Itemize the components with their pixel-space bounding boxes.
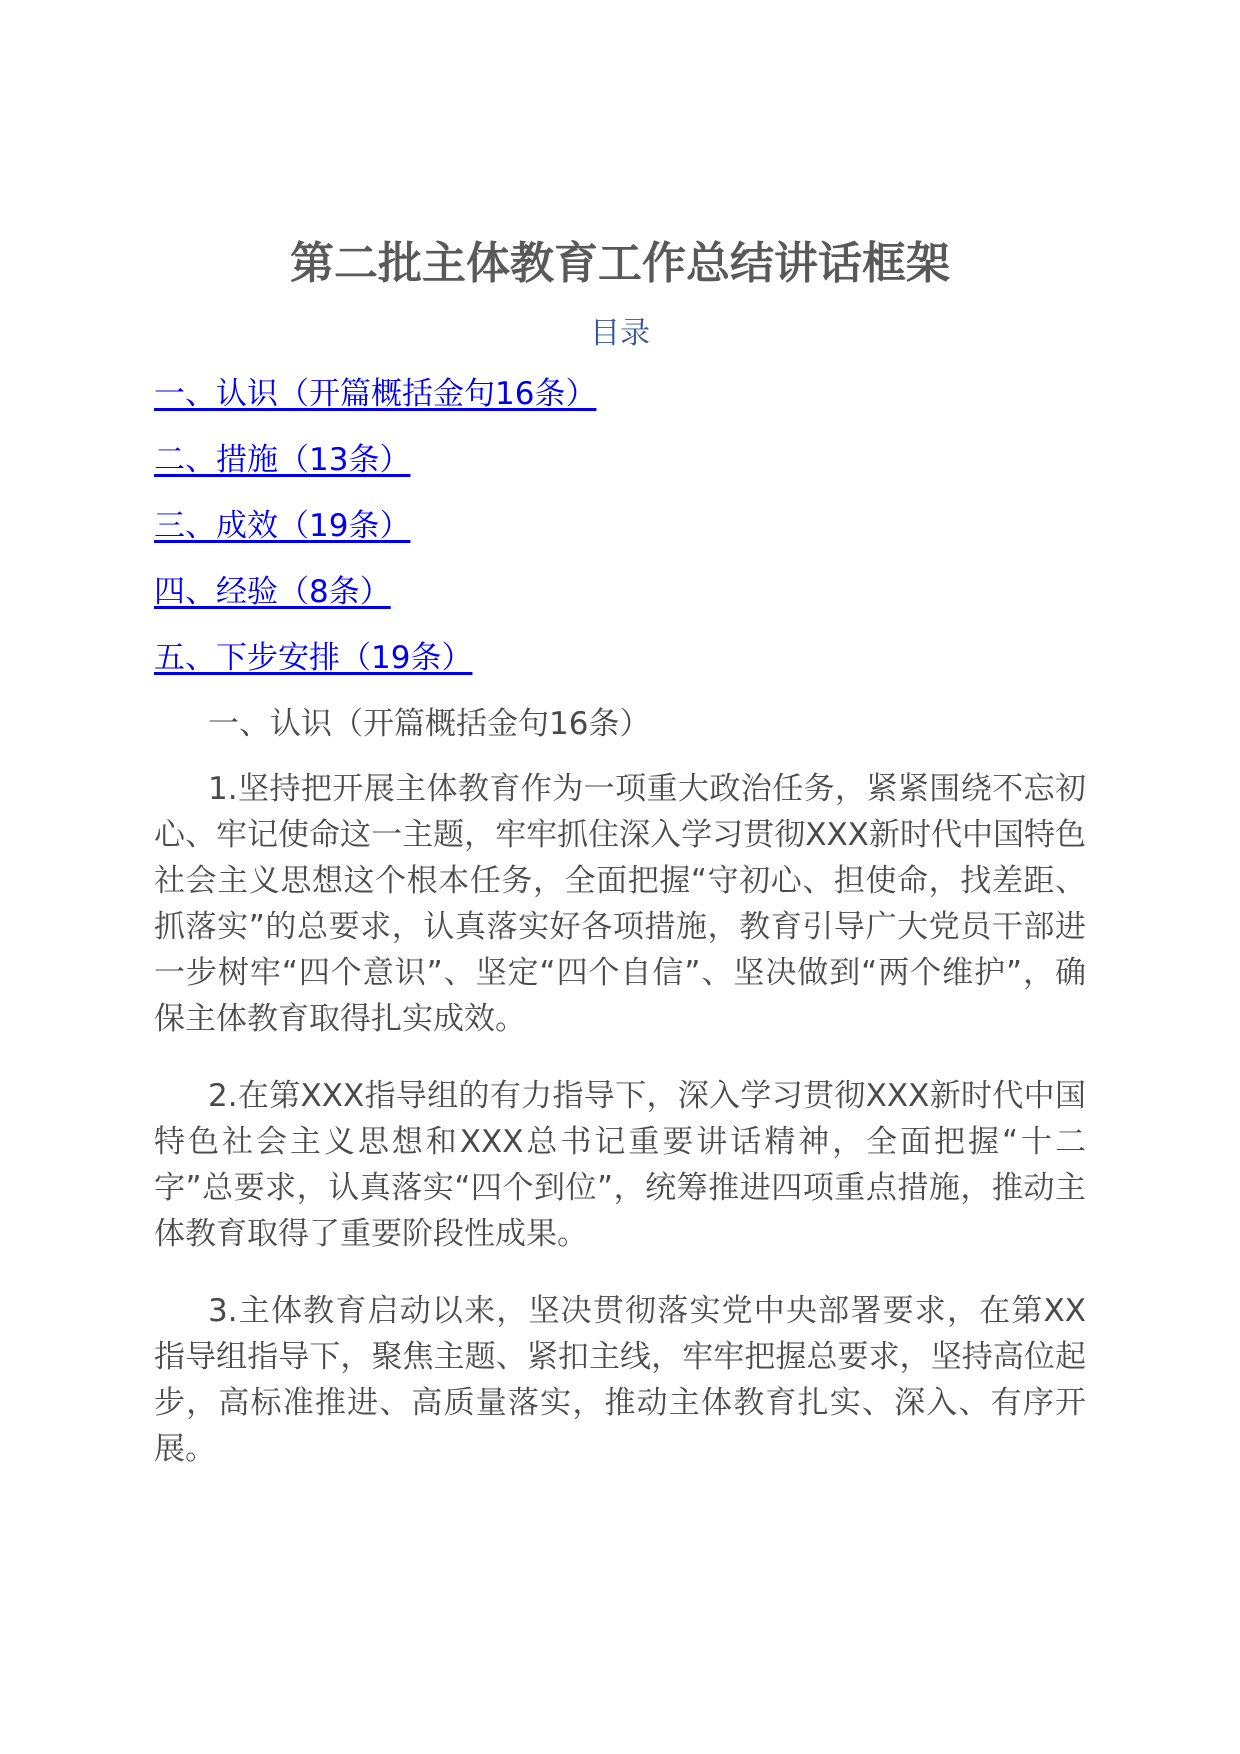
table-of-contents [154, 372, 1086, 702]
body-paragraph: 3.主体教育启动以来，坚决贯彻落实党中央部署要求，在第XX指导组指导下，聚焦主题、紧扣主线，牢牢把握总要求，坚持高位起步，高标准推进、高质量落实，推动主体教育扎实、深入、有序开展。 [154, 1293, 1086, 1467]
toc-link-section-3[interactable]: 三、成效（19条） [154, 508, 411, 544]
section-heading: 一、认识（开篇概括金句16条） [208, 706, 651, 742]
document-page [154, 236, 1086, 1503]
document-title: 第二批主体教育工作总结讲话框架 [290, 238, 950, 289]
toc-heading: 目录 [590, 316, 650, 351]
body-paragraph: 2.在第XXX指导组的有力指导下，深入学习贯彻XXX新时代中国特色社会主义思想和XXX总书记重要讲话精神，全面把握“十二字”总要求，认真落实“四个到位”，统筹推进四项重点措施，推动主体教育取得了重要阶段性成果。 [154, 1078, 1086, 1252]
toc-link-section-5[interactable]: 五、下步安排（19条） [154, 640, 473, 676]
body-paragraph: 1.坚持把开展主体教育作为一项重大政治任务，紧紧围绕不忘初心、牢记使命这一主题，牢牢抓住深入学习贯彻XXX新时代中国特色社会主义思想这个根本任务，全面把握“守初心、担使命，找差距、抓落实”的总要求，认真落实好各项措施，教育引导广大党员干部进一步树牢“四个意识”、坚定“四个自信”、坚决做到“两个维护”，确保主体教育取得扎实成效。 [154, 771, 1086, 1037]
toc-link-section-1[interactable]: 一、认识（开篇概括金句16条） [154, 376, 597, 412]
toc-link-section-2[interactable]: 二、措施（13条） [154, 442, 411, 478]
toc-link-section-4[interactable]: 四、经验（8条） [154, 574, 391, 610]
